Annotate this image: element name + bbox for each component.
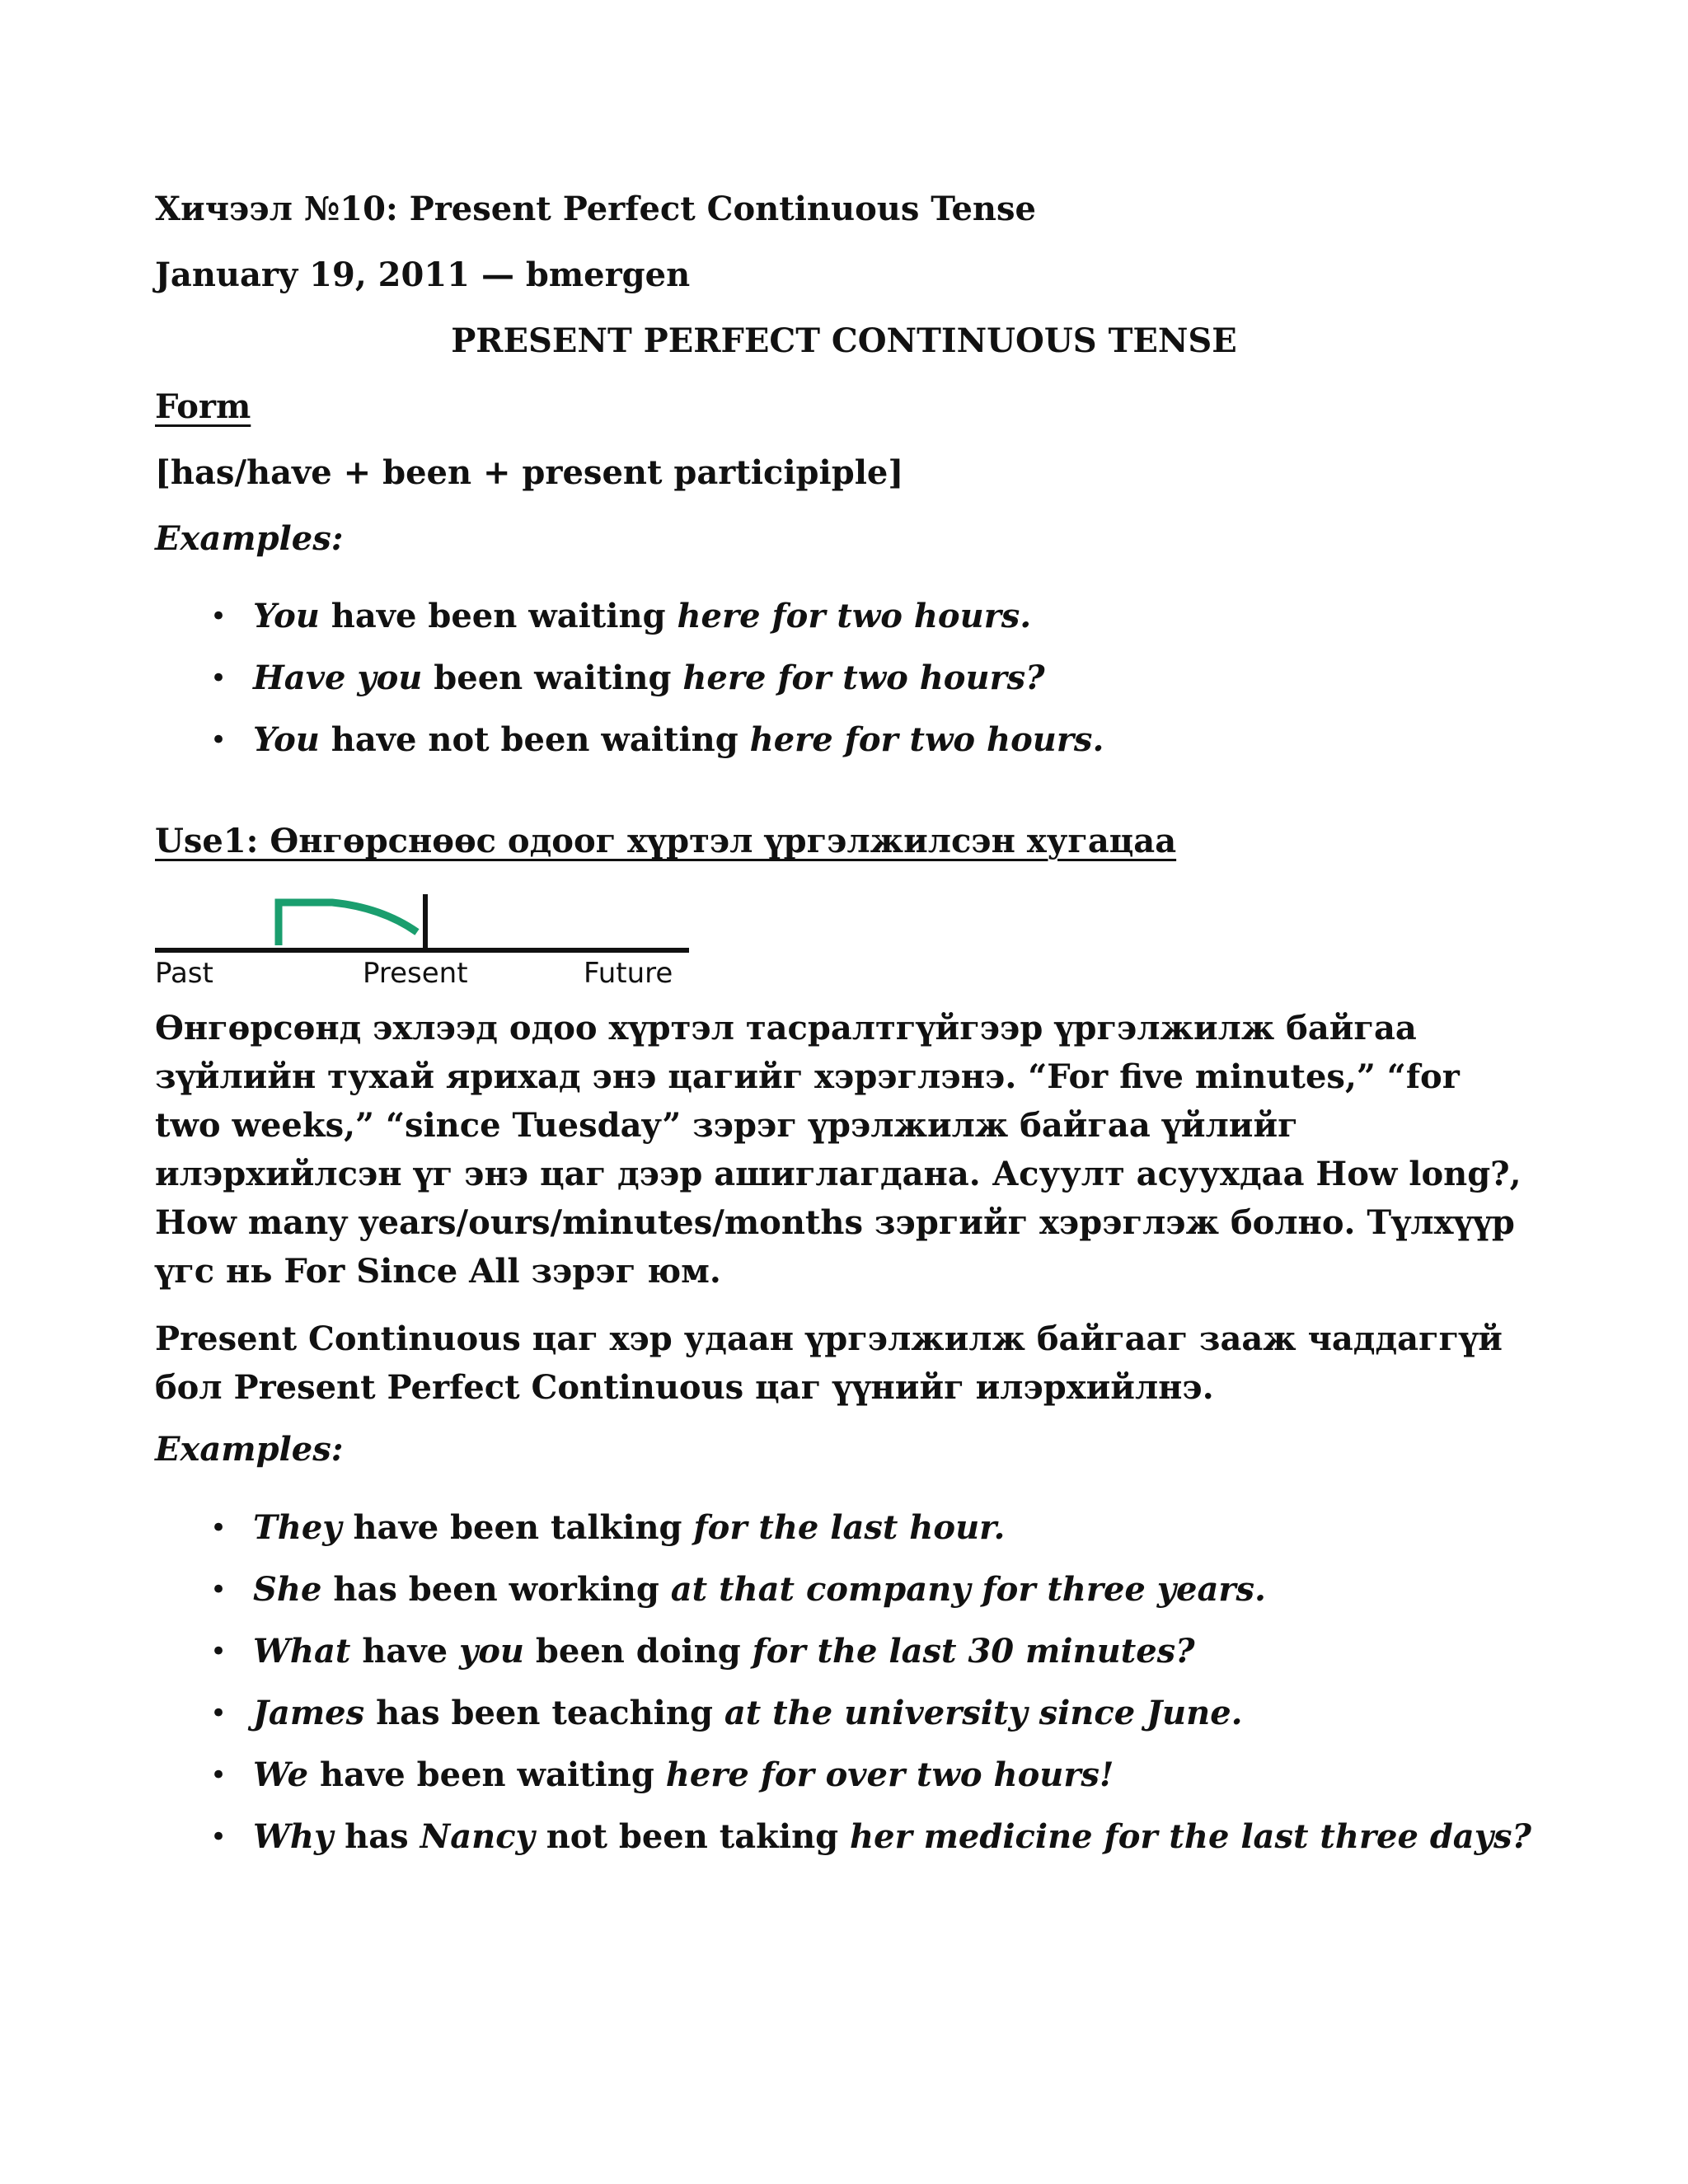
text-line: How many years/ours/minutes/months зэргийг хэрэглэж болно. Түлхүүр [155,1203,1515,1242]
example-verb: have not been waiting [319,720,750,759]
example-italic-text: What [253,1632,351,1671]
text-line: two weeks,” “since Tuesday” зэрэг үрэлжилж байгаа үйлийг [155,1106,1298,1145]
use1-note [155,1315,1540,1412]
example-italic-text: James [253,1694,365,1732]
post-meta: January 19, 2011 — bmergen [155,255,691,294]
use1-heading: Use1: Өнгөрснөөс одоог хүртэл үргэлжилсэн хугацаа [155,822,1177,860]
list-item [210,1816,1531,1877]
timeline-graphic [155,886,699,960]
example-rest: here for two hours? [682,658,1045,697]
example-text: not been taking [534,1817,851,1856]
example-italic-text: She [253,1570,322,1609]
example-text: has been working [321,1570,671,1609]
example-rest: here for two hours. [749,720,1104,759]
text-line: бол Present Perfect Continuous цаг үүнийг илэрхийлнэ. [155,1368,1214,1407]
example-text: has [333,1817,420,1856]
section-heading: PRESENT PERFECT CONTINUOUS TENSE [451,321,1237,360]
example-italic-text: you [458,1632,524,1671]
examples-list-1 [210,595,1104,780]
timeline-label-present: Present [363,957,468,990]
example-italic-text: for the last hour. [693,1508,1006,1547]
example-text: have been waiting [308,1755,666,1794]
use1-description [155,1004,1540,1296]
example-italic-text: They [253,1508,342,1547]
form-formula: [has/have + been + present participiple] [155,453,904,492]
list-item [210,657,1104,719]
example-subject: Have you [253,658,423,697]
form-label: Form [155,387,251,426]
example-text: been doing [523,1632,753,1671]
list-item [210,1507,1531,1568]
examples-label: Examples: [155,1430,344,1469]
duration-arc [279,902,417,945]
text-line: илэрхийлсэн үг энэ цаг дээр ашиглагдана. Асуулт асуухдаа How long?, [155,1155,1522,1193]
example-subject: You [253,597,320,635]
example-italic-text: her medicine for the last three days? [850,1817,1531,1856]
example-text: has been teaching [364,1694,724,1732]
list-item [210,719,1104,780]
list-item [210,1630,1531,1692]
lesson-title: Хичээл №10: Present Perfect Continuous Tense [155,190,1036,228]
example-text: have been talking [341,1508,694,1547]
examples-list-2 [210,1507,1531,1877]
list-item [210,1754,1531,1816]
text-line: Өнгөрсөнд эхлээд одоо хүртэл тасралтгүйгээр үргэлжилж байгаа [155,1009,1417,1047]
example-italic-text: at the university since June. [724,1694,1243,1732]
example-verb: have been waiting [319,597,678,635]
example-subject: You [253,720,320,759]
example-italic-text: at that company for three years. [670,1570,1266,1609]
list-item [210,1568,1531,1630]
timeline-diagram [155,886,699,993]
text-line: Present Continuous цаг хэр удаан үргэлжилж байгааг зааж чаддаггүй [155,1319,1503,1358]
example-italic-text: We [253,1755,309,1794]
list-item [210,595,1104,657]
example-italic-text: Why [253,1817,334,1856]
example-italic-text: here for over two hours! [665,1755,1114,1794]
example-text: have [350,1632,459,1671]
timeline-label-past: Past [155,957,213,990]
text-line: зүйлийн тухай ярихад энэ цагийг хэрэглэнэ. “For five minutes,” “for [155,1057,1460,1096]
example-italic-text: for the last 30 minutes? [752,1632,1195,1671]
list-item [210,1692,1531,1754]
text-line: үгс нь For Since All зэрэг юм. [155,1252,721,1291]
example-verb: been waiting [422,658,683,697]
example-rest: here for two hours. [677,597,1032,635]
timeline-label-future: Future [584,957,673,990]
example-italic-text: Nancy [420,1817,535,1856]
examples-label: Examples: [155,519,344,558]
